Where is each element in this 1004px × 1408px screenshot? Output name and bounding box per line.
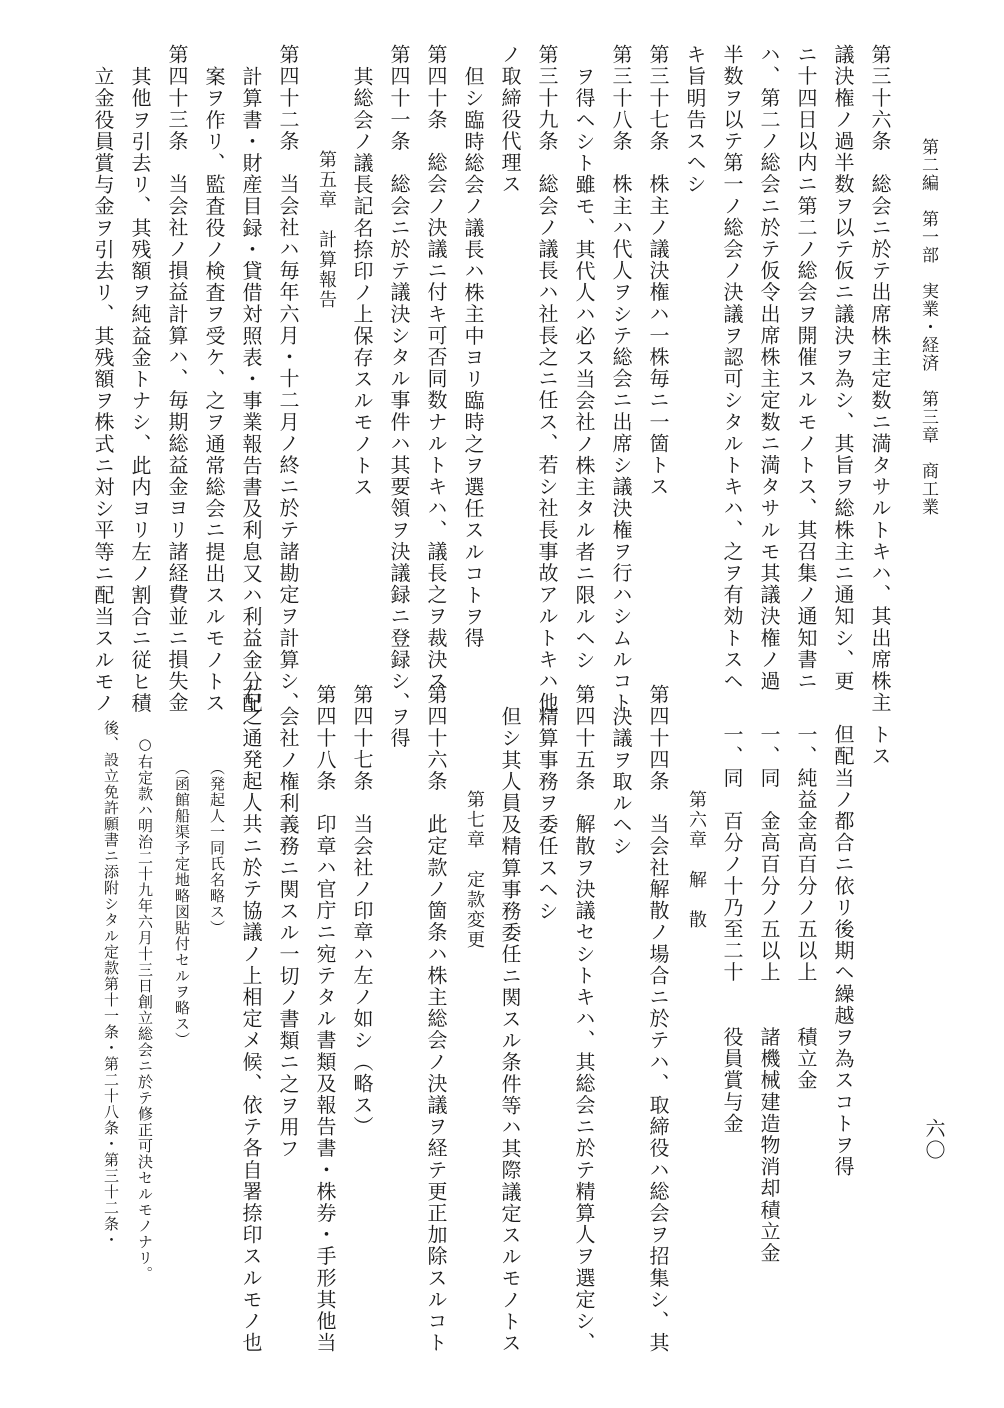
- text-line: キ旨明告スヘシ: [683, 44, 707, 196]
- text-line: 半数ヲ以テ第一ノ総会ノ決議ヲ認可シタルトキハ、之ヲ有効トスヘ: [720, 44, 744, 692]
- text-line: 第四十八条 印章ハ官庁ニ宛テタル書類及報告書・株券・手形其他当: [313, 684, 337, 1354]
- text-line: 第三十六条 総会ニ於テ出席株主定数ニ満タサルトキハ、其出席株主: [868, 44, 892, 714]
- text-line: トス: [868, 724, 892, 768]
- text-line: 案ヲ作リ、監査役ノ検査ヲ受ケ、之ヲ通常総会ニ提出スルモノトス: [202, 66, 226, 714]
- text-line: 第四十六条 此定款ノ箇条ハ株主総会ノ決議ヲ経テ更正加除スルコト: [424, 684, 448, 1354]
- text-line: ノ取締役代理ス: [498, 44, 522, 196]
- annotation-note: （函館船渠予定地略図貼付セルヲ略ス）: [173, 760, 191, 1048]
- text-line: 一、同 金高百分ノ五以上 諸機械建造物消却積立金: [757, 724, 781, 1264]
- text-line: ヲ得: [387, 706, 411, 750]
- text-line: 其総会ノ議長記名捺印ノ上保存スルモノトス: [350, 66, 374, 498]
- text-line: 第四十七条 当会社ノ印章ハ左ノ如シ（略ス）: [350, 684, 374, 1138]
- text-line: 議決権ノ過半数ヲ以テ仮ニ議決ヲ為シ、其旨ヲ総株主ニ通知シ、更: [831, 44, 855, 692]
- footnote-line: ○右定款ハ明治二十九年六月十三日創立総会ニ於テ修正可決セルモノナリ。: [136, 735, 154, 1282]
- text-line: 精算事務ヲ委任スヘシ: [535, 706, 559, 922]
- text-line: 決議ヲ取ルヘシ: [609, 706, 633, 858]
- chapter-heading: 第七章 定款変更: [464, 790, 485, 950]
- text-line: 第三十九条 総会ノ議長ハ社長之ニ任ス、若シ社長事故アルトキハ他: [535, 44, 559, 714]
- text-line: 右之通発起人共ニ於テ協議ノ上相定メ候、依テ各自署捺印スルモノ也: [239, 684, 263, 1354]
- text-line: 第四十一条 総会ニ於テ議決シタル事件ハ其要領ヲ決議録ニ登録シ、: [387, 44, 411, 714]
- text-line: 第三十七条 株主ノ議決権ハ一株毎ニ一箇トス: [646, 44, 670, 498]
- text-line: 第四十三条 当会社ノ損益計算ハ、毎期総益金ヨリ諸経費並ニ損失金: [165, 44, 189, 714]
- annotation-note: （発起人一同氏名略ス）: [208, 760, 226, 936]
- running-head: 第二編 第一部 実業・経済 第三章 商工業: [918, 138, 938, 516]
- text-line: 第四十二条 当会社ハ毎年六月・十二月ノ終ニ於テ諸勘定ヲ計算シ、: [276, 44, 300, 714]
- text-line: 但シ臨時総会ノ議長ハ株主中ヨリ臨時之ヲ選任スルコトヲ得: [461, 66, 485, 650]
- text-line: ニ十四日以内ニ第二ノ総会ヲ開催スルモノトス、其召集ノ通知書ニ: [794, 44, 818, 692]
- page-number: 六〇: [922, 1118, 946, 1162]
- text-line: 一、同 百分ノ十乃至二十 役員賞与金: [720, 724, 744, 1135]
- text-line: ハ、第二ノ総会ニ於テ仮令出席株主定数ニ満タサルモ其議決権ノ過: [757, 44, 781, 692]
- text-line: 一、純益金高百分ノ五以上 積立金: [794, 724, 818, 1092]
- text-line: 第四十五条 解散ヲ決議セシトキハ、其総会ニ於テ精算人ヲ選定シ、: [572, 684, 596, 1354]
- text-line: 其他ヲ引去リ、其残額ヲ純益金トナシ、此内ヨリ左ノ割合ニ従ヒ積: [128, 66, 152, 714]
- text-line: ヲ得ヘシト雖モ、其代人ハ必ス当会社ノ株主タル者ニ限ルヘシ: [572, 66, 596, 671]
- text-line: 立金役員賞与金ヲ引去リ、其残額ヲ株式ニ対シ平等ニ配当スルモノ: [91, 66, 115, 714]
- text-line: 会社ノ権利義務ニ関スル一切ノ書類ニ之ヲ用フ: [276, 706, 300, 1160]
- text-line: 計算書・財産目録・貸借対照表・事業報告書及利息又ハ利益金分配: [239, 66, 263, 714]
- text-line: 第三十八条 株主ハ代人ヲシテ総会ニ出席シ議決権ヲ行ハシムルコト: [609, 44, 633, 714]
- chapter-heading: 第五章 計算報告: [316, 150, 337, 310]
- chapter-heading: 第六章 解 散: [686, 790, 707, 930]
- text-line: 但配当ノ都合ニ依リ後期ヘ繰越ヲ為スコトヲ得: [831, 724, 855, 1178]
- footnote-line: 後、設立免許願書ニ添附シタル定款第十一条・第二十八条・第三十二条・: [102, 720, 120, 1248]
- text-line: 但シ其人員及精算事務委任ニ関スル条件等ハ其際議定スルモノトス: [498, 706, 522, 1354]
- text-line: 第四十条 総会ノ決議ニ付キ可否同数ナルトキハ、議長之ヲ裁決ス: [424, 44, 448, 692]
- text-line: 第四十四条 当会社解散ノ場合ニ於テハ、取締役ハ総会ヲ招集シ、其: [646, 684, 670, 1354]
